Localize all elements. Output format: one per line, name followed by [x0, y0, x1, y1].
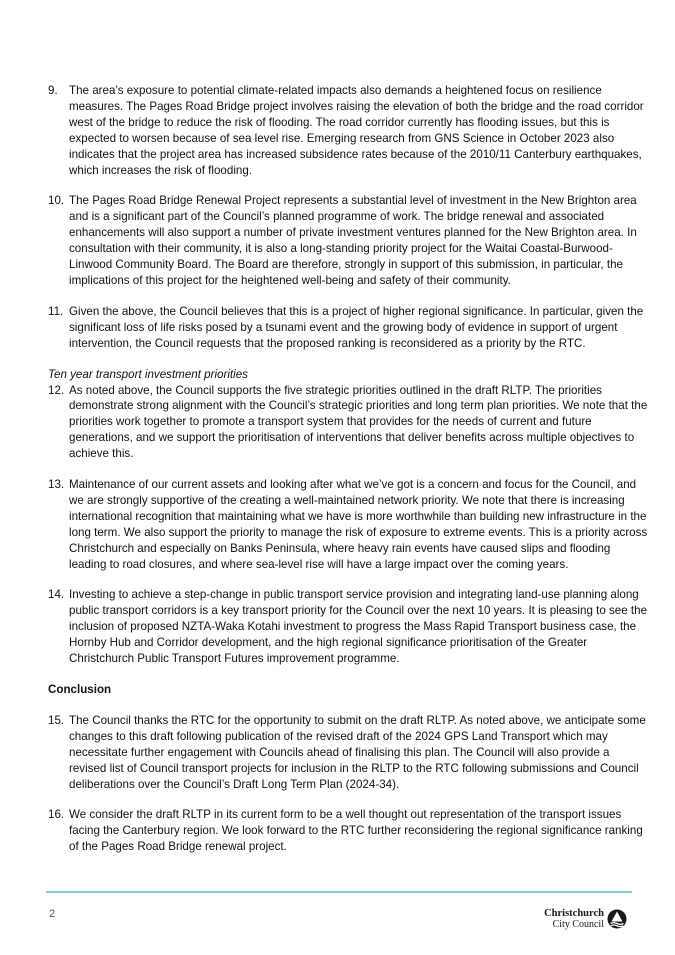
christchurch-city-council-logo	[543, 908, 627, 932]
paragraph-number: 13.	[48, 478, 65, 492]
paragraph-number: 10.	[48, 194, 65, 208]
paragraph-12	[48, 383, 648, 463]
section-heading: Conclusion	[48, 683, 112, 696]
paragraph-text: Given the above, the Council believes that this is a project of higher regional significance. In particular, given the significant loss of life risks posed by a tsunami event and the growing body of evidence in support of urgent intervention, the Council requests that the proposed ranking is reconsidered as a priority by the RTC.	[69, 304, 644, 350]
section-subheading: Ten year transport investment priorities	[48, 367, 248, 381]
logo-wordmark	[544, 908, 604, 930]
paragraph-9	[48, 83, 648, 178]
paragraph-text: The Pages Road Bridge Renewal Project represents a substantial level of investment in the New Brighton area and is a significant part of the Council’s planned programme of work. The bridge renewal and associated enhancements will also support a number of private investment ventures planned for the New Brighton area. In consultation with their community, it is also a long-standing priority project for the Waitai Coastal-Burwood-Linwood Community Board. The Board are therefore, strongly in support of this submission, in particular, the implications of this project for the heightened well-being and safety of their community.	[69, 194, 637, 287]
footer-divider	[46, 891, 632, 893]
paragraph-13	[48, 477, 648, 572]
paragraph-number: 9.	[48, 84, 58, 97]
paragraph-16	[48, 807, 648, 855]
paragraph-text: We consider the draft RLTP in its current form to be a well thought out representation of the transport issues facing the Canterbury region. We look forward to the RTC further reconsidering the regional significance ranking of the Pages Road Bridge renewal project.	[69, 808, 643, 854]
paragraph-number: 12.	[48, 383, 65, 397]
paragraph-15	[48, 713, 648, 793]
paragraph-number: 15.	[48, 713, 65, 727]
paragraph-text: Investing to achieve a step-change in public transport service provision and integrating land-use planning along public transport corridors is a key transport priority for the Council over the next 10 years. It is pleasing to see the inclusion of proposed NZTA-Waka Kotahi investment to progress the Mass Rapid Transport business case, the Hornby Hub and Corridor development, and the high regional significance prioritisation of the Greater Christchurch Public Transport Futures improvement programme.	[69, 588, 648, 666]
document-body	[48, 83, 648, 855]
christchurch-council-emblem-icon	[607, 909, 627, 929]
logo-line-1: Christchurch	[544, 908, 604, 919]
paragraph-text: Maintenance of our current assets and looking after what we’ve got is a concern and focus for the Council, and we are strongly supportive of the creating a well-maintained network priority. We note that there is increasing international recognition that maintaining what we have is more worthwhile than building new infrastructure in the long term. We also support the priority to manage the risk of exposure to extreme events. This is a priority across Christchurch and especially on Banks Peninsula, where heavy rain events have caused slips and flooding leading to road closures, and where sea-level rise will have a large impact over the coming years.	[69, 478, 648, 571]
paragraph-14	[48, 587, 648, 667]
paragraph-number: 16.	[48, 808, 65, 822]
paragraph-text: As noted above, the Council supports the five strategic priorities outlined in the draft RLTP. The priorities demonstrate strong alignment with the Council’s strategic priorities and long term plan priorities. We note that the priorities work together to promote a transport system that provides for the needs of current and future generations, and we support the prioritisation of interventions that deliver benefits across multiple objectives to achieve this.	[69, 383, 648, 461]
paragraph-number: 11.	[48, 304, 64, 318]
paragraph-text: The area’s exposure to potential climate-related impacts also demands a heightened focus on resilience measures. The Pages Road Bridge project involves raising the elevation of both the bridge and the road corridor west of the bridge to reduce the risk of flooding. The road corridor currently has flooding issues, but this is expected to worsen because of sea level rise. Emerging research from GNS Science in October 2023 also indicates that the project area has increased subsidence rates because of the 2010/11 Canterbury earthquakes, which increases the risk of flooding.	[69, 84, 644, 177]
paragraph-number: 14.	[48, 588, 65, 602]
paragraph-10	[48, 193, 648, 288]
paragraph-11	[48, 304, 648, 352]
logo-line-2: City Council	[552, 919, 604, 930]
page-number: 2	[49, 908, 56, 920]
paragraph-text: The Council thanks the RTC for the opportunity to submit on the draft RLTP. As noted above, we anticipate some changes to this draft following publication of the revised draft of the 2024 GPS Land Transport which may necessitate further engagement with Councils ahead of finalising this plan. The Council will also provide a revised list of Council transport projects for inclusion in the RLTP to the RTC following submissions and Council deliberations over the Council’s Draft Long Term Plan (2024-34).	[69, 713, 646, 791]
